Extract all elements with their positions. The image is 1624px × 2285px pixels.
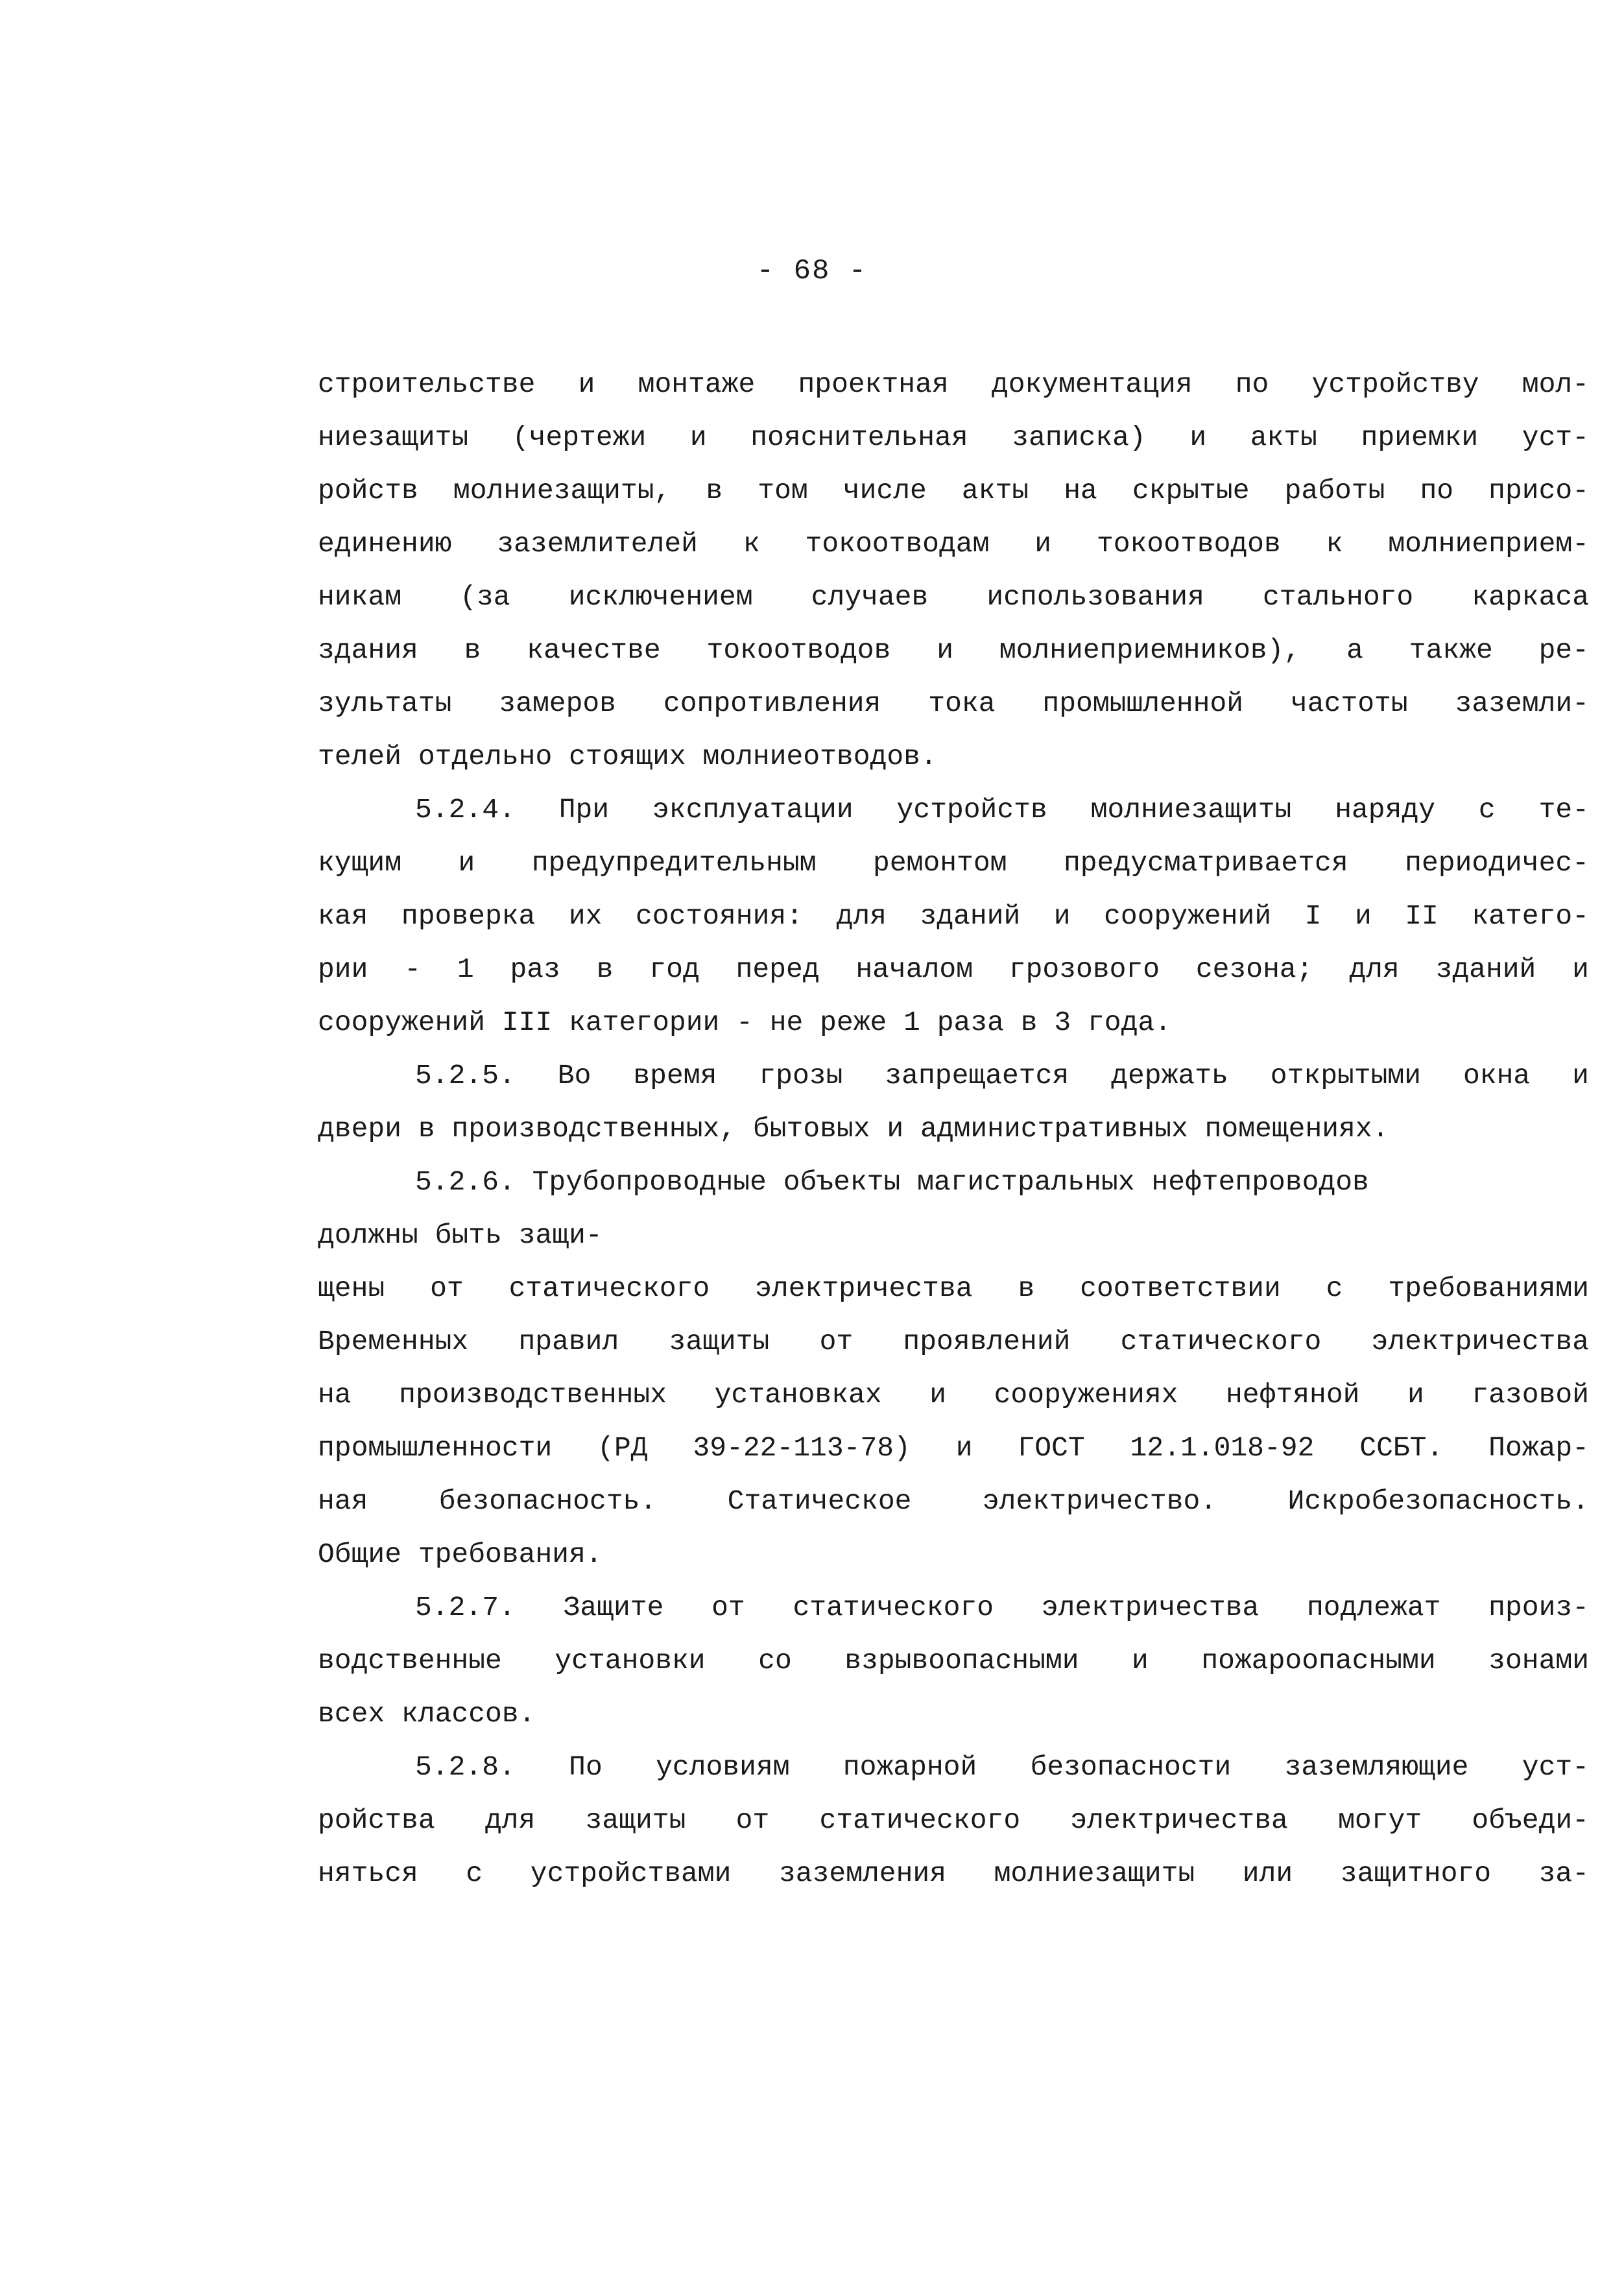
text-line: строительстве и монтаже проектная документация по устройству мол- [318, 368, 1589, 400]
text-line: всех классов. [318, 1698, 536, 1730]
text-line: 5.2.6. Трубопроводные объекты магистральных нефтепроводов [415, 1166, 1369, 1198]
text-line: ниезащиты (чертежи и пояснительная записка) и акты приемки уст- [318, 422, 1589, 453]
text-line: ная безопасность. Статическое электричество. Искробезопасность. [318, 1485, 1589, 1517]
text-line: кая проверка их состояния: для зданий и сооружений I и II катего- [318, 900, 1589, 932]
text-line: должны быть защи- [318, 1219, 603, 1251]
text-line: щены от статического электричества в соответствии с требованиями [318, 1273, 1589, 1304]
text-line: рии - 1 раз в год перед началом грозового сезона; для зданий и [318, 953, 1589, 985]
text-line: Общие требования. [318, 1538, 603, 1570]
text-line: никам (за исключением случаев использования стального каркаса [318, 581, 1589, 613]
text-line: единению заземлителей к токоотводам и токоотводов к молниеприем- [318, 528, 1589, 560]
text-line: здания в качестве токоотводов и молниеприемников), а также ре- [318, 634, 1589, 666]
page-number: - 68 - [756, 255, 868, 287]
text-line: Временных правил защиты от проявлений статического электричества [318, 1326, 1589, 1358]
text-line: 5.2.8. По условиям пожарной безопасности заземляющие уст- [415, 1751, 1589, 1783]
body-text [318, 358, 1589, 1900]
text-line: водственные установки со взрывоопасными и пожароопасными зонами [318, 1645, 1589, 1677]
text-line: ройства для защиты от статического электричества могут объеди- [318, 1804, 1589, 1836]
text-line: 5.2.5. Во время грозы запрещается держать открытыми окна и [415, 1060, 1589, 1092]
text-line: ройств молниезащиты, в том числе акты на скрытые работы по присо- [318, 475, 1589, 507]
text-line: няться с устройствами заземления молниезащиты или защитного за- [318, 1858, 1589, 1889]
text-line: двери в производственных, бытовых и административных помещениях. [318, 1113, 1389, 1145]
text-line: на производственных установках и сооружениях нефтяной и газовой [318, 1379, 1589, 1411]
text-line: промышленности (РД 39-22-113-78) и ГОСТ 12.1.018-92 ССБТ. Пожар- [318, 1432, 1589, 1464]
text-line: зультаты замеров сопротивления тока промышленной частоты заземли- [318, 688, 1589, 719]
text-line: 5.2.7. Защите от статического электричества подлежат произ- [415, 1592, 1589, 1623]
text-line: телей отдельно стоящих молниеотводов. [318, 741, 937, 772]
text-line: 5.2.4. При эксплуатации устройств молниезащиты наряду с те- [415, 794, 1589, 826]
text-line: сооружений III категории - не реже 1 раза в 3 года. [318, 1007, 1172, 1038]
text-line: кущим и предупредительным ремонтом предусматривается периодичес- [318, 847, 1589, 879]
